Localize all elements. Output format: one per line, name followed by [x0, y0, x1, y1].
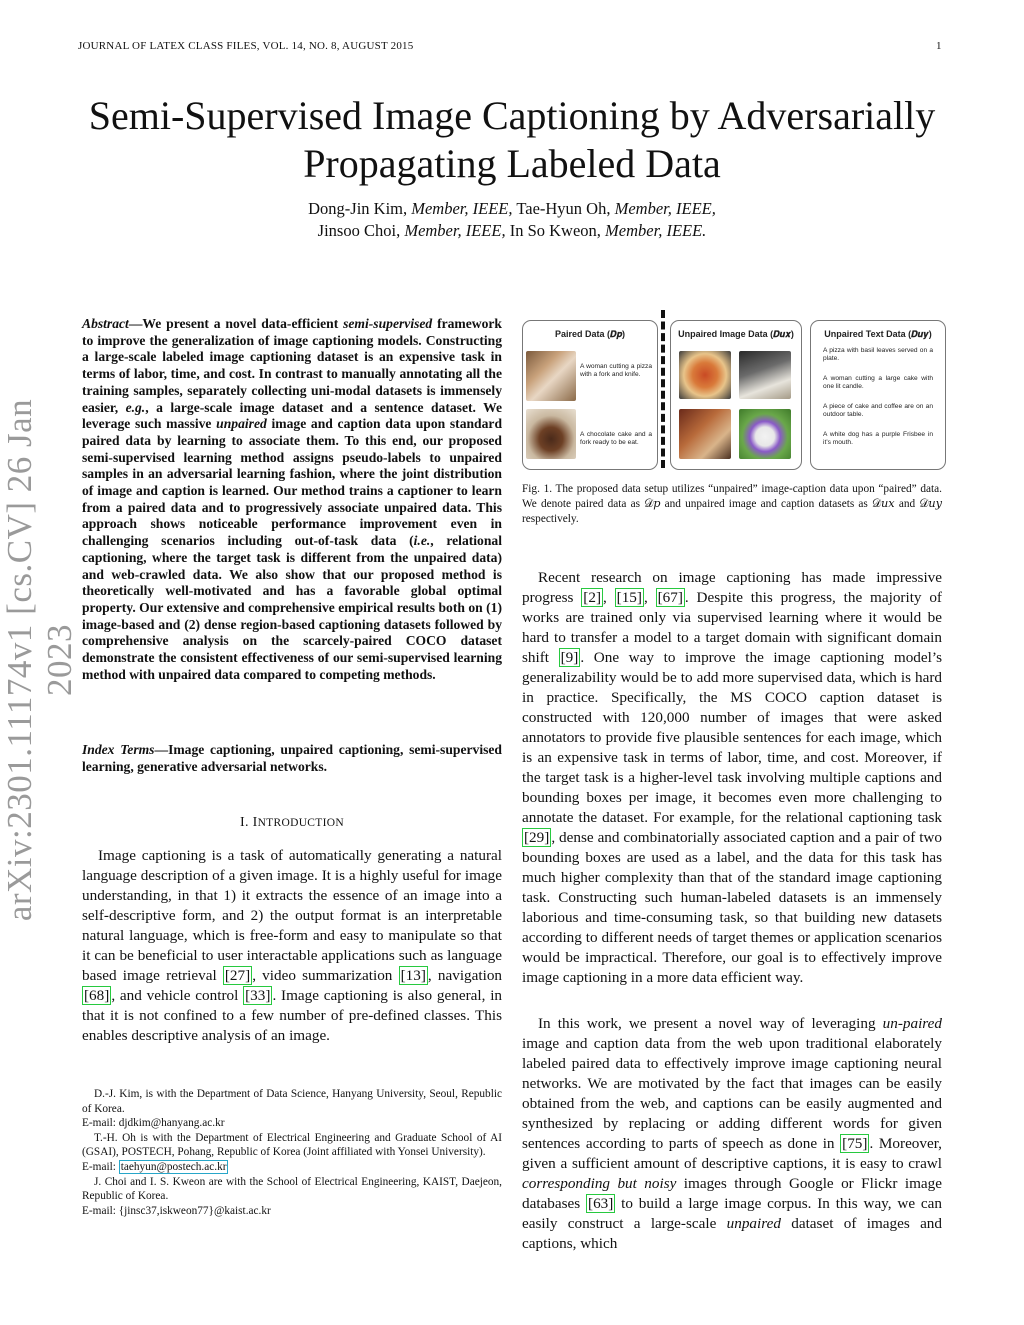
- cake-candle-photo: [739, 351, 791, 399]
- unpaired-text-panel: [810, 320, 946, 470]
- citation-link[interactable]: [75]: [842, 1135, 868, 1152]
- citation-link[interactable]: [63]: [588, 1195, 614, 1212]
- intro-paragraph: Image captioning is a task of automatically generating a natural language description of a given image. It is a highly useful for image understanding, in that 1) it extracts the essence of an image into a self-descriptive form, and 2) the output format is an interpretable natural language, which is free-form and easy to manipulate so that it can be beneficial to user interactable applications such as language based image retrieval [27] , video summarization [13] , navigation [68] , and vehicle control [33] . Image captioning is also general, in that it is not confined to a few number of pre-defined classes. This enables descriptive analysis of an image.: [82, 847, 503, 1044]
- citation-link[interactable]: [2]: [583, 589, 602, 606]
- right-paragraph-1: Recent research on image captioning has made impressive progress [2] , [15] , [67] . Despite this progress, the majority of works are trained only via supervised learning where it would be hard to transfer a model to a target domain with significant domain shift [9] . One way to improve the image captioning model’s generalizability would be to add more supervised data, which is hard in practice. Specifically, the MS COCO caption dataset is constructed with 120,000 number of images that were asked annotators to provide five plausible sentences for each image, which is an expensive task in terms of labor, time, and cost. Moreover, if the target task is a higher-level task involving multiple captions and bounding boxes per image, it becomes even more challenging to annotate the dataset. For example, for the relational captioning task [29] , dense and combinatorially associated caption and a pair of two bounding boxes are used as a label, and the data for this task has much higher complexity than that of the standard image captioning task. Constructing such human-labeled datasets is an immensely laborious and time-consuming task, so that building new datasets according to different needs of target themes or application scenarios would be impractical. Therefore, our goal is to effectively improve image captioning in a more data efficient way.: [522, 569, 942, 986]
- paired-caption: A woman cutting a pizza with a fork and knife.: [580, 363, 652, 379]
- unpaired-caption: A white dog has a purple Frisbee in it’s mouth.: [823, 431, 933, 447]
- unpaired-image-panel: [670, 320, 802, 470]
- chocolate-cake-photo: [526, 409, 576, 459]
- abstract-label: Abstract: [82, 316, 129, 331]
- author-name: In So Kweon,: [509, 221, 601, 240]
- panel-separator: [661, 310, 665, 468]
- title-line-1: Semi-Supervised Image Captioning by Adversarially: [88, 93, 936, 138]
- author-role: Member, IEEE.: [605, 221, 707, 240]
- right-paragraph-2: In this work, we present a novel way of leveraging un-paired image and caption data from the web upon traditional elaborately labeled paired data to effectively improve image captioning neural networks. We are motivated by the fact that images can be easily obtained from the web, and captions can be easily augmented and synthesized by replacing or adding different words for given sentences according to parts of speech as done in [75] . Moreover, given a sufficient amount of descriptive captions, it is easy to crawl corresponding but noisy images through Google or Flickr image databases [63] to build a large image corpus. In this way, we can easily construct a large-scale unpaired dataset of images and captions, which: [522, 1015, 943, 1252]
- citation-link[interactable]: [68]: [84, 987, 110, 1004]
- panel-title: Unpaired Text Data (𝑫𝒖𝒚): [824, 329, 932, 339]
- citation-link[interactable]: [13]: [400, 967, 426, 984]
- page-number: 1: [936, 40, 942, 52]
- footnote-choi-kweon: J. Choi and I. S. Kweon are with the School of Electrical Engineering, KAIST, Daejeon, Republic of Korea.: [82, 1175, 502, 1203]
- author-role: Member, IEEE,: [614, 199, 716, 218]
- author-name: Jinsoo Choi,: [317, 221, 401, 240]
- author-role: Member, IEEE,: [411, 199, 513, 218]
- cake-coffee-photo: [679, 409, 731, 459]
- index-terms-label: Index Terms: [82, 742, 155, 757]
- index-terms: Index Terms—Image captioning, unpaired captioning, semi-supervised learning, generative adversarial networks.: [82, 742, 502, 774]
- pizza-photo: [679, 351, 731, 399]
- citation-link[interactable]: [9]: [560, 649, 579, 666]
- citation-link[interactable]: [15]: [616, 589, 642, 606]
- figure-caption: Fig. 1. The proposed data setup utilizes “unpaired” image-caption data upon “paired” data. We denote paired data as 𝒟𝑝 and unpaired image and caption datasets as 𝒟𝑢𝑥 and 𝒟𝑢𝑦 respectively.: [522, 483, 942, 525]
- author-name: Tae-Hyun Oh,: [516, 199, 611, 218]
- arxiv-identifier: arXiv:2301.11174v1 [cs.CV] 26 Jan 2023: [0, 398, 79, 922]
- paired-data-panel: [522, 320, 658, 470]
- footnote-oh: T.-H. Oh is with the Department of Electrical Engineering and Graduate School of AI (GSAI), POSTECH, Pohang, Republic of Korea (Joint affiliated with Yonsei University).: [82, 1131, 502, 1159]
- pizza-woman-photo: [526, 351, 576, 401]
- unpaired-caption: A woman cutting a large cake with one lit candle.: [823, 375, 933, 391]
- running-header: JOURNAL OF LATEX CLASS FILES, VOL. 14, NO. 8, AUGUST 2015: [78, 40, 414, 52]
- section-heading: I. INTRODUCTION: [240, 815, 344, 830]
- citation-link[interactable]: [27]: [224, 967, 251, 984]
- affiliation-footnotes: D.-J. Kim, is with the Department of Data Science, Hanyang University, Seoul, Republic of Korea. E-mail: djdkim@hanyang.ac.kr T.-H. Oh is with the Department of Electrical Engineering and Graduate School of AI (GSAI), POSTECH, Pohang, Republic of Korea (Joint affiliated with Yonsei University). E-mail: taehyun@postech.ac.kr J. Choi and I. S. Kweon are with the School of Electrical Engineering, KAIST, Daejeon, Republic of Korea. E-mail: {jinsc37,iskweon77}@kaist.ac.kr: [82, 1088, 502, 1217]
- figure-1: [522, 310, 946, 470]
- citation-link[interactable]: [33]: [245, 987, 271, 1004]
- dog-frisbee-photo: [739, 409, 791, 459]
- author-role: Member, IEEE,: [404, 221, 506, 240]
- panel-title: Unpaired Image Data (𝑫𝒖𝒙): [678, 329, 794, 339]
- footnote-email: E-mail: djdkim@hanyang.ac.kr: [82, 1117, 225, 1130]
- abstract: Abstract—We present a novel data-efficient semi-supervised framework to improve the generalization of image captioning models. Constructing a large-scale labeled image captioning dataset is an expensive task in terms of labor, time, and cost. In contrast to manually annotating all the training samples, separately collecting uni-modal datasets is immensely easier, e.g., a large-scale image dataset and a sentence dataset. We leverage such massive unpaired image and caption data upon standard paired data by learning to associate them. To this end, our proposed semi-supervised learning method assigns pseudo-labels to unpaired samples in an adversarial learning fashion, where the joint distribution of image and caption is learned. Our method trains a captioner to learn from a paired data and to progressively associate unpaired data. This approach shows noticeable performance improvement even in challenging scenarios including out-of-task data (i.e., relational captioning, where the target task is different from the unpaired data) and web-crawled data. We also show that our proposed method is theoretically well-motivated and has a favorable global optimal property. Our extensive and comprehensive empirical results both on (1) image-based and (2) dense region-based captioning datasets followed by comprehensive analysis on the scarcely-paired COCO dataset demonstrate the consistent effectiveness of our semi-supervised learning method with unpaired data compared to competing methods.: [82, 316, 503, 682]
- panel-title: Paired Data (𝑫𝒑): [554, 329, 626, 339]
- footnote-kim: D.-J. Kim, is with the Department of Data Science, Hanyang University, Seoul, Republic of Korea.: [82, 1088, 502, 1115]
- author-list: [160, 198, 864, 242]
- unpaired-caption: A piece of cake and coffee are on an outdoor table.: [823, 403, 933, 419]
- citation-link[interactable]: [67]: [657, 589, 683, 606]
- title-line-2: Propagating Labeled Data: [303, 141, 721, 186]
- citation-link[interactable]: [29]: [524, 829, 550, 846]
- footnote-email: E-mail: {jinsc37,iskweon77}@kaist.ac.kr: [82, 1204, 271, 1217]
- author-name: Dong-Jin Kim,: [308, 199, 408, 218]
- unpaired-caption: A pizza with basil leaves served on a plate.: [823, 347, 933, 363]
- paired-caption: A chocolate cake and a fork ready to be eat.: [580, 431, 652, 447]
- email-link[interactable]: taehyun@postech.ac.kr: [120, 1160, 227, 1173]
- paper-title: [70, 92, 954, 188]
